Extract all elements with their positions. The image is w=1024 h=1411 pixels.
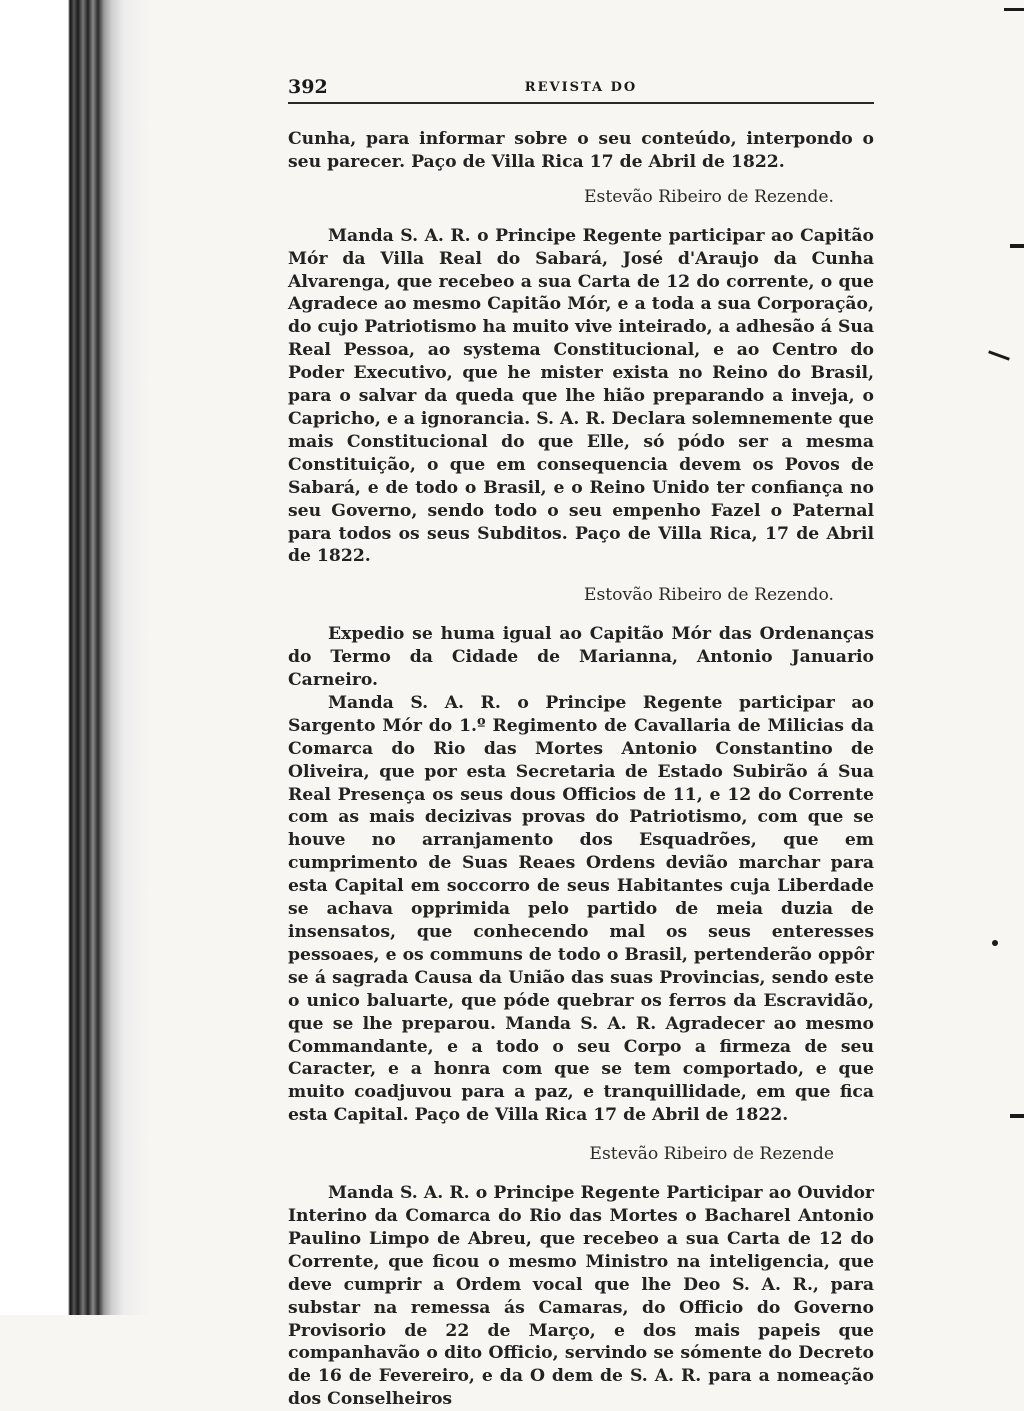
page-number: 392	[288, 76, 328, 98]
edge-mark	[992, 940, 998, 946]
edge-mark	[1004, 8, 1024, 11]
signature: Estevão Ribeiro de Rezende	[589, 1144, 834, 1165]
book-page	[288, 74, 874, 1411]
paragraph: Manda S. A. R. o Principe Regente participar ao Sargento Mór do 1.º Regimento de Cavallaria de Milicias da Comarca do Rio das Mortes Antonio Constantino de Oliveira, que por esta Secretaria de Estado Subirão á Sua Real Presença os seus dous Officios de 11, e 12 do Corrente com as mais decizivas provas do Patriotismo, com que se houve no arranjamento dos Esquadrões, que em cumprimento de Suas Reaes Ordens devião marchar para esta Capital em soccorro de seus Habitantes cuja Liberdade se achava opprimida pelo partido de meia duzia de insensatos, que conhecendo mal os seus enteresses pessoaes, e os communs de todo o Brasil, pertenderão oppôr se á sagrada Causa da União das suas Provincias, sendo este o unico baluarte, que póde quebrar os ferros da Escravidão, que se lhe preparou. Manda S. A. R. Agradecer ao mesmo Commandante, e a todo o seu Corpo a firmeza de seu Caracter, e a honra com que se tem comportado, e que muito coadjuvou para a paz, e tranquillidade, em que fica esta Capital. Paço de Villa Rica 17 de Abril de 1822.	[288, 692, 874, 1126]
page-header	[288, 74, 874, 104]
edge-mark	[1010, 1114, 1024, 1118]
paragraph: Manda S. A. R. o Principe Regente participar ao Capitão Mór da Villa Real do Sabará, José d'Araujo da Cunha Alvarenga, que recebeo a sua Carta de 12 do corrente, o que Agradece ao mesmo Capitão Mór, e a toda a sua Corporação, do cujo Patriotismo ha muito vive inteirado, a adhesão á Sua Real Pessoa, ao systema Constitucional, e ao Centro do Poder Executivo, que he mister exista no Reino do Brasil, para o salvar da queda que lhe hião preparando a inveja, o Capricho, e a ignorancia. S. A. R. Declara solemnemente que mais Constitucional do que Elle, só pódo ser a mesma Constituição, o que em consequencia devem os Povos de Sabará, e de todo o Brasil, e o Reino Unido ter confiança no seu Governo, sendo todo o seu empenho Fazel o Paternal para todos os seus Subditos. Paço de Villa Rica, 17 de Abril de 1822.	[288, 225, 874, 567]
paragraph: Manda S. A. R. o Principe Regente Participar ao Ouvidor Interino da Comarca do Rio das Mortes o Bacharel Antonio Paulino Limpo de Abreu, que recebeo a sua Carta de 12 do Corrente, que ficou o mesmo Ministro na inteligencia, que deve cumprir a Ordem vocal que lhe Deo S. A. R., para substar na remessa ás Camaras, do Officio do Governo Provisorio de 22 de Março, e dos mais papeis que companhavão o dito Officio, servindo se sómente do Decreto de 16 de Fevereiro, e da O dem de S. A. R. para a nomeação dos Conselheiros	[288, 1183, 874, 1410]
running-head: REVISTA DO	[524, 80, 638, 95]
edge-mark	[988, 350, 1010, 360]
paragraph: Expedio se huma igual ao Capitão Mór das Ordenanças do Termo da Cidade de Marianna, Antonio Januario Carneiro.	[288, 624, 874, 691]
signature: Estevão Ribeiro de Rezende.	[583, 186, 834, 207]
book-binding-gutter	[0, 0, 150, 1315]
page-body	[288, 128, 874, 1411]
signature: Estovão Ribeiro de Rezendo.	[583, 585, 834, 606]
edge-mark	[1010, 244, 1024, 248]
paragraph: Cunha, para informar sobre o seu conteúdo, interpondo o seu parecer. Paço de Villa Rica 17 de Abril de 1822.	[288, 129, 874, 172]
